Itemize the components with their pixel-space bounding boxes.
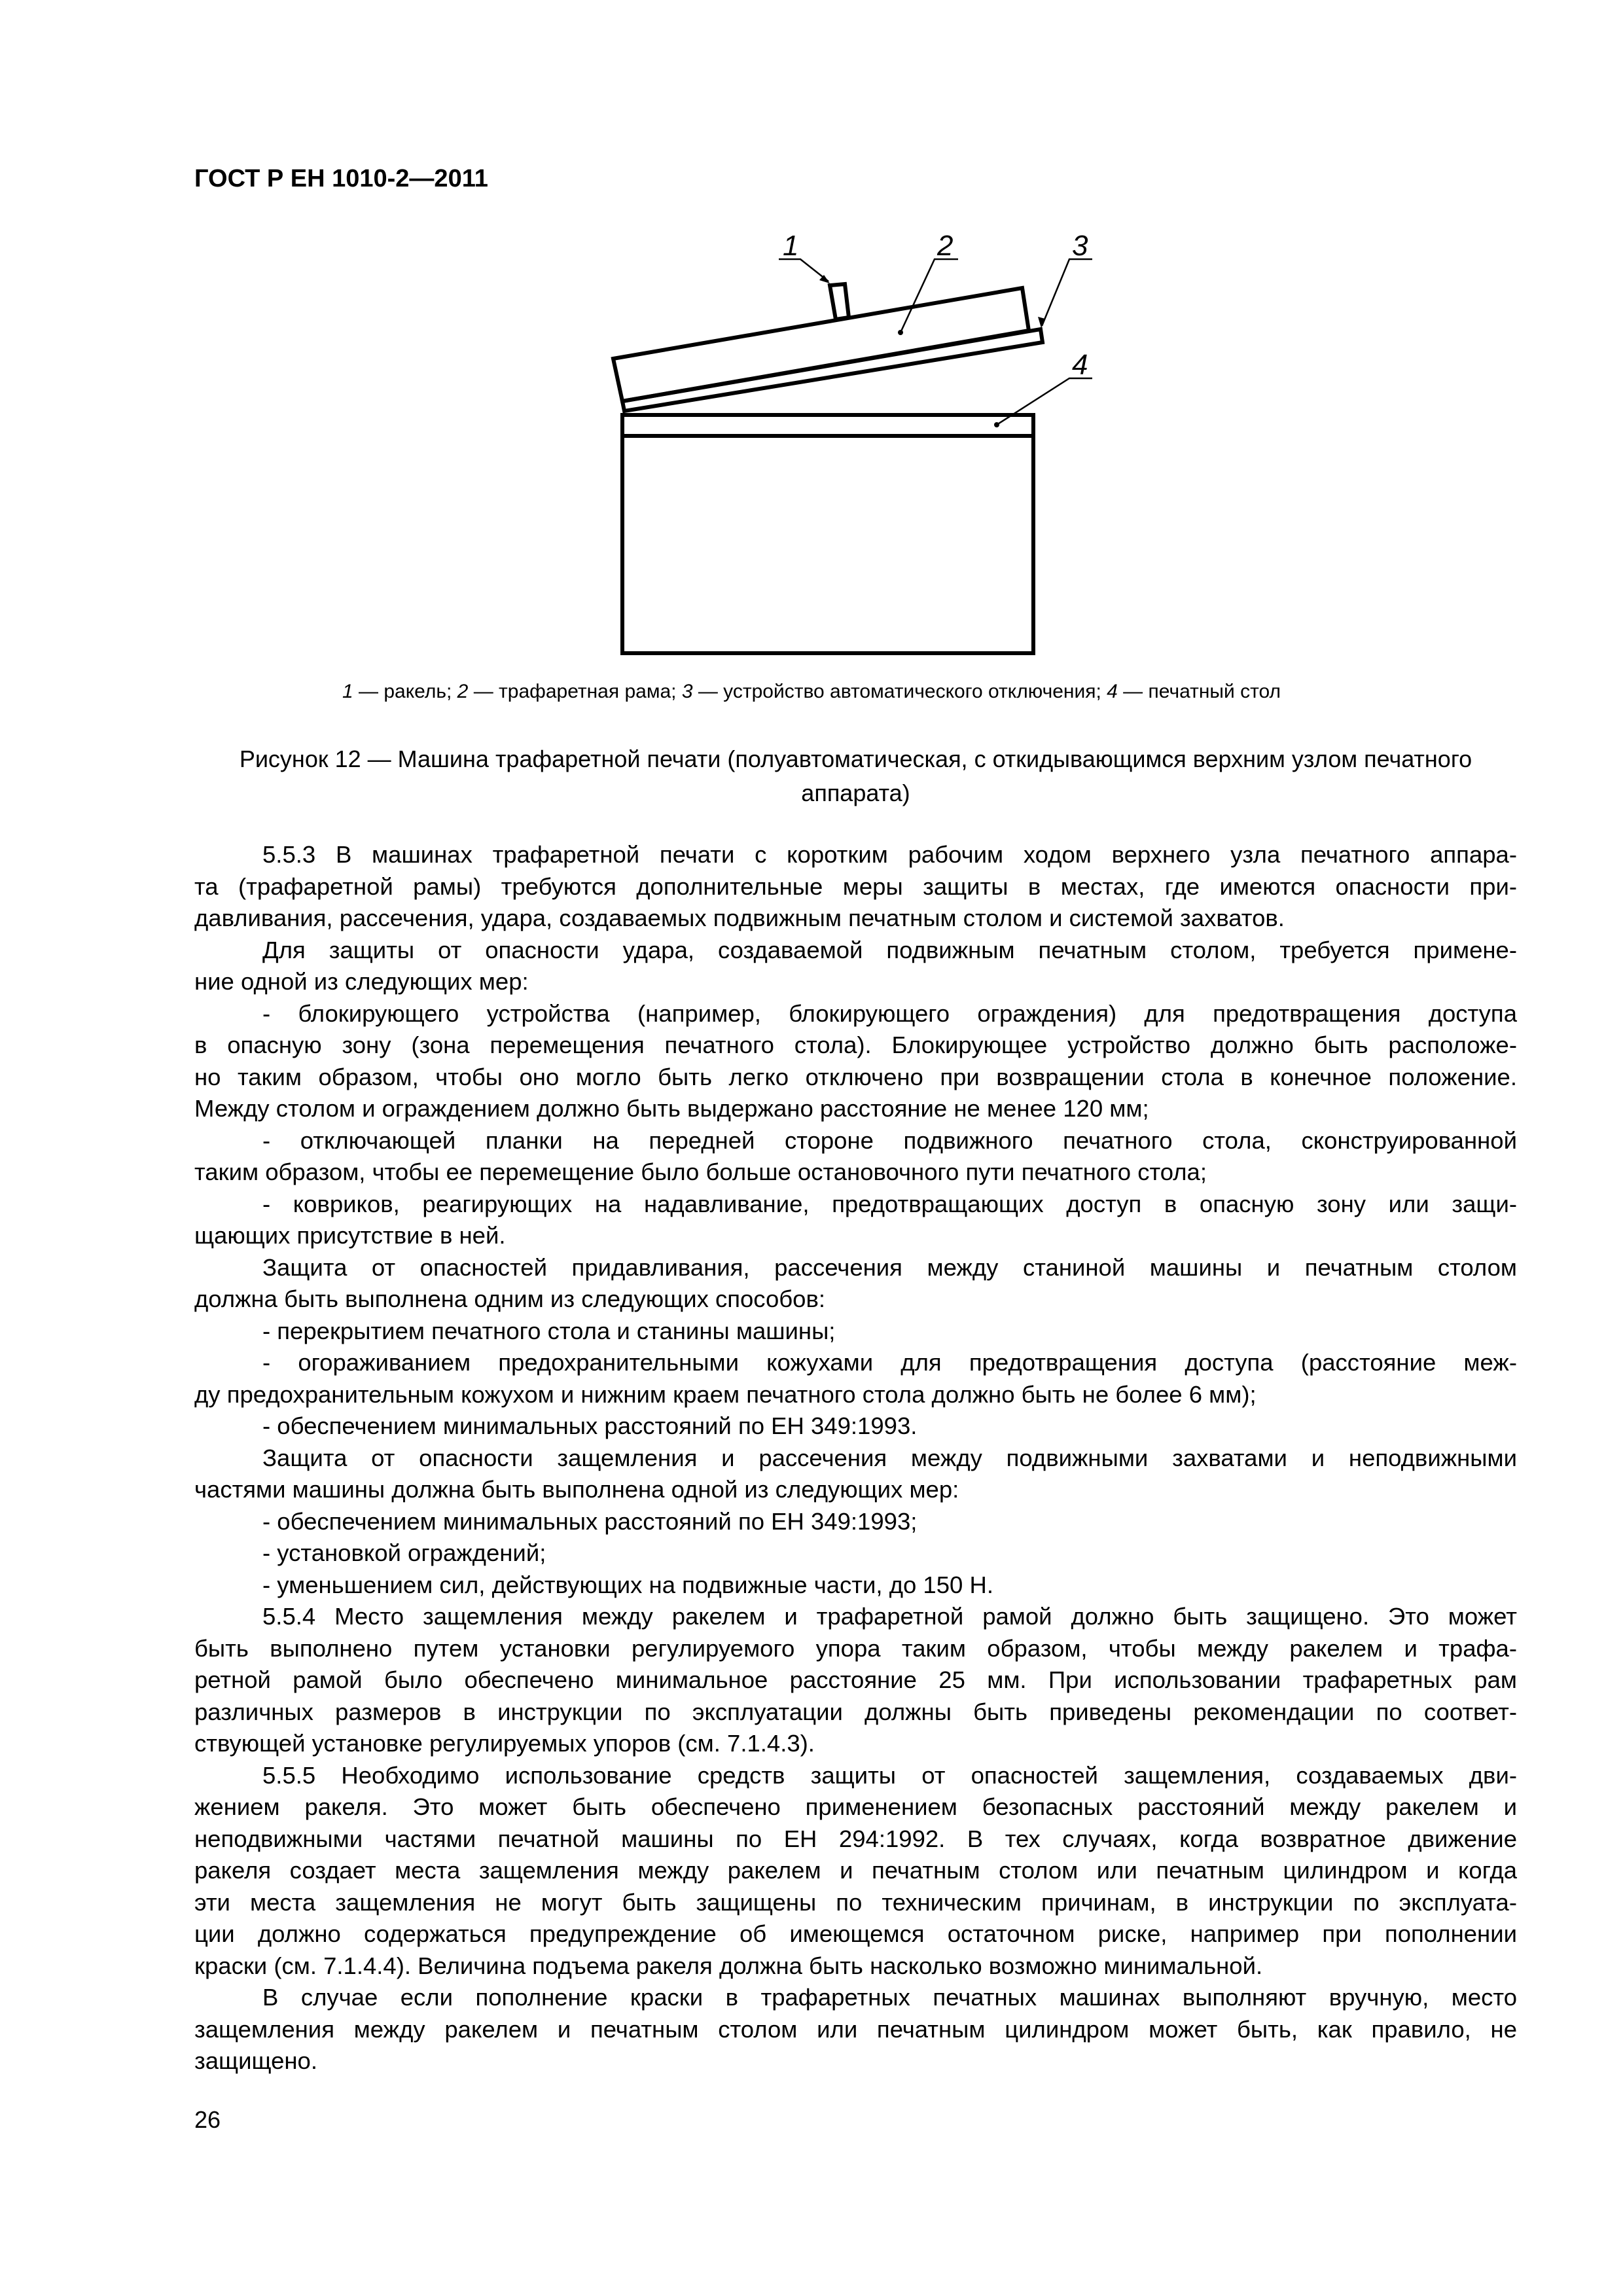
text-line: Для защиты от опасности удара, создаваемой подвижным печатным столом, требуется примене- [262, 936, 1517, 963]
text-line: защищено. [194, 2047, 317, 2074]
legend-num: 2 [457, 681, 469, 702]
legend-text: — трафаретная рама; [468, 681, 682, 702]
text-line: - обеспечением минимальных расстояний по ЕН 349:1993. [262, 1412, 918, 1439]
paragraph [194, 1506, 1517, 1538]
text-line: щающих присутствие в ней. [194, 1222, 506, 1249]
leader-2 [901, 259, 958, 332]
paragraph [194, 935, 1517, 998]
paragraph [194, 1760, 1517, 1982]
text-line: неподвижными частями печатной машины по ЕН 294:1992. В тех случаях, когда возвратное движение [194, 1825, 1517, 1852]
text-line: Защита от опасности защемления и рассечения между подвижными захватами и неподвижными [262, 1444, 1517, 1471]
screen-frame [613, 288, 1029, 401]
legend-text: — печатный стол [1117, 681, 1281, 702]
legend-num: 1 [342, 681, 353, 702]
text-line: частями машины должна быть выполнена одной из следующих мер: [194, 1476, 959, 1503]
paragraph [194, 1410, 1517, 1443]
text-line: - отключающей планки на передней стороне подвижного печатного стола, сконструированной [262, 1126, 1517, 1154]
squeegee [830, 284, 849, 319]
document-header: ГОСТ Р ЕН 1010-2—2011 [194, 165, 488, 192]
legend-text: — устройство автоматического отключения; [692, 681, 1107, 702]
text-line: - огораживанием предохранительными кожухами для предотвращения доступа (расстояние меж- [262, 1349, 1517, 1376]
text-line: различных размеров в инструкции по эксплуатации должны быть приведены рекомендации по соответ- [194, 1698, 1517, 1725]
text-line: - уменьшением сил, действующих на подвижные части, до 150 Н. [262, 1571, 993, 1598]
auto-stop-device [622, 329, 1043, 411]
leader-4 [997, 378, 1092, 425]
body-text [194, 839, 1517, 2077]
text-line: ду предохранительным кожухом и нижним краем печатного стола должно быть не более 6 мм); [194, 1380, 1257, 1408]
figure-legend [0, 681, 1623, 703]
text-line: жением ракеля. Это может быть обеспечено применением безопасных расстояний между ракелем и [194, 1793, 1517, 1820]
text-line: - ковриков, реагирующих на надавливание, предотвращающих доступ в опасную зону или защи- [262, 1190, 1517, 1217]
page-number: 26 [194, 2106, 221, 2133]
text-line: 5.5.5 Необходимо использование средств защиты от опасностей защемления, создаваемых дви- [262, 1761, 1517, 1789]
paragraph [194, 1601, 1517, 1760]
text-line: ние одной из следующих мер: [194, 968, 529, 995]
paragraph [194, 1189, 1517, 1252]
figure-12-diagram [0, 0, 1623, 720]
paragraph [194, 1982, 1517, 2077]
dot-2 [898, 330, 903, 335]
dot-4 [994, 422, 999, 427]
callout-2: 2 [937, 230, 954, 262]
text-line: быть выполнено путем установки регулируемого упора таким образом, чтобы между ракелем и трафа- [194, 1634, 1517, 1662]
paragraph [194, 1252, 1517, 1316]
text-line: - обеспечением минимальных расстояний по ЕН 349:1993; [262, 1507, 918, 1535]
text-line: таким образом, чтобы ее перемещение было больше остановочного пути печатного стола; [194, 1158, 1207, 1185]
text-line: В случае если пополнение краски в трафаретных печатных машинах выполняют вручную, место [262, 1984, 1517, 2011]
text-line: - перекрытием печатного стола и станины машины; [262, 1317, 836, 1344]
paragraph [194, 1316, 1517, 1348]
legend-text: — ракель; [353, 681, 457, 702]
paragraph [194, 1347, 1517, 1410]
text-line: но таким образом, чтобы оно могло быть легко отключено при возвращении стола в конечное положение. [194, 1063, 1517, 1090]
legend-num: 4 [1107, 681, 1118, 702]
text-line: эти места защемления не могут быть защищены по техническим причинам, в инструкции по эксплуата- [194, 1888, 1517, 1916]
paragraph [194, 998, 1517, 1125]
legend-num: 3 [681, 681, 693, 702]
figure-caption: Рисунок 12 — Машина трафаретной печати (полуавтоматическая, с откидывающимся верхним узлом печатного аппарата) [239, 745, 1472, 806]
text-line: Между столом и ограждением должно быть выдержано расстояние не менее 120 мм; [194, 1095, 1149, 1122]
text-line: в опасную зону (зона перемещения печатного стола). Блокирующее устройство должно быть расположе- [194, 1031, 1517, 1058]
callout-3: 3 [1072, 230, 1088, 262]
leader-1 [779, 259, 829, 281]
machine-base [622, 415, 1033, 653]
text-line: Защита от опасностей придавливания, рассечения между станиной машины и печатным столом [262, 1253, 1517, 1281]
paragraph [194, 839, 1517, 935]
text-line: защемления между ракелем и печатным столом или печатным цилиндром может быть, как правило, не [194, 2015, 1517, 2043]
text-line: краски (см. 7.1.4.4). Величина подъема ракеля должна быть насколько возможно минимальной. [194, 1952, 1263, 1979]
text-line: - установкой ограждений; [262, 1539, 546, 1566]
text-line: давливания, рассечения, удара, создаваемых подвижным печатным столом и системой захватов. [194, 905, 1285, 931]
text-line: ретной рамой было обеспечено минимальное расстояние 25 мм. При использовании трафаретных рам [194, 1666, 1517, 1693]
text-line: - блокирующего устройства (например, блокирующего ограждения) для предотвращения доступа [262, 999, 1517, 1027]
paragraph [194, 1570, 1517, 1602]
text-line: та (трафаретной рамы) требуются дополнительные меры защиты в местах, где имеются опасности при- [194, 872, 1517, 900]
paragraph [194, 1443, 1517, 1506]
leader-3 [1042, 259, 1092, 326]
paragraph [194, 1125, 1517, 1189]
text-line: 5.5.3 В машинах трафаретной печати с коротким рабочим ходом верхнего узла печатного аппара- [262, 841, 1517, 868]
paragraph [194, 1537, 1517, 1570]
text-line: ции должно содержаться предупреждение об имеющемся остаточном риске, например при пополнении [194, 1920, 1517, 1947]
text-line: 5.5.4 Место защемления между ракелем и трафаретной рамой должно быть защищено. Это может [262, 1603, 1517, 1630]
text-line: ракеля создает места защемления между ракелем и печатным столом или печатным цилиндром и когда [194, 1857, 1517, 1884]
text-line: ствующей установке регулируемых упоров (см. 7.1.4.3). [194, 1730, 815, 1757]
text-line: должна быть выполнена одним из следующих способов: [194, 1285, 825, 1312]
callout-1: 1 [783, 230, 799, 262]
callout-4: 4 [1072, 349, 1088, 381]
